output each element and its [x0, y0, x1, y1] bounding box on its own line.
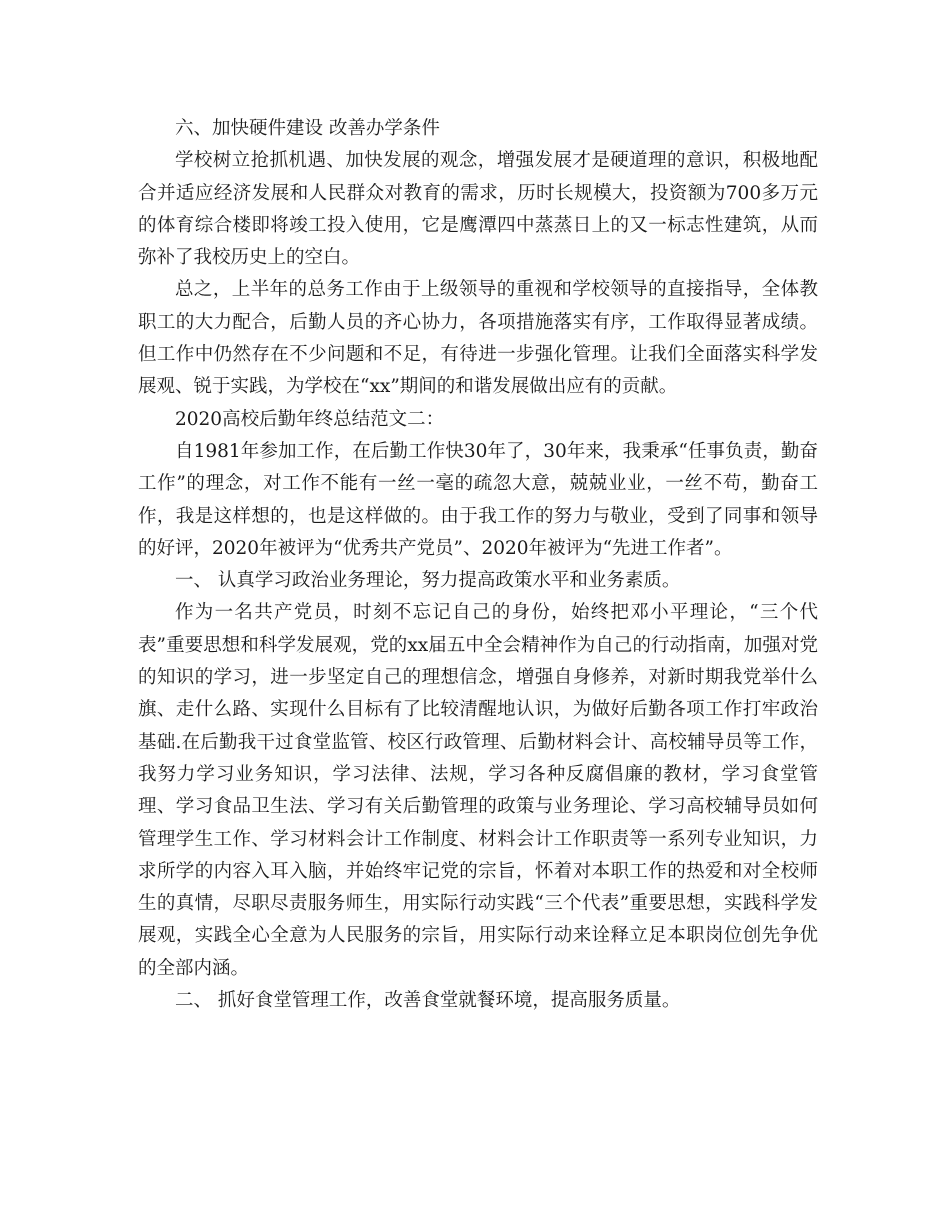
essay-title-two: 2020高校后勤年终总结范文二：	[175, 408, 445, 430]
paragraph-hardware-construction: 学校树立抢抓机遇、加快发展的观念，增强发展才是硬道理的意识，积极地配合并适应经济发展和人民群众对教育的需求，历时长规模大，投资额为700多万元的体育综合楼即将竣工投入使用，它是鹰潭四中蒸蒸日上的又一标志性建筑，从而弥补了我校历史上的空白。	[138, 150, 818, 269]
paragraph-summary: 总之，上半年的总务工作由于上级领导的重视和学校领导的直接指导，全体教职工的大力配合，后勤人员的齐心协力，各项措施落实有序，工作取得显著成绩。但工作中仍然存在不少问题和不足，有待进一步强化管理。让我们全面落实科学发展观、锐于实践，为学校在“xx”期间的和谐发展做出应有的贡献。	[138, 279, 818, 398]
section-heading-hardware: 六、加快硬件建设 改善办学条件	[175, 118, 440, 139]
paragraph-career-intro: 自1981年参加工作，在后勤工作快30年了，30年来，我秉承“任事负责，勤奋工作”的理念，对工作不能有一丝一毫的疏忽大意，兢兢业业，一丝不苟，勤奋工作，我是这样想的，也是这样做的。由于我工作的努力与敬业，受到了同事和领导的好评，2020年被评为“优秀共产党员”、2020年被评为“先进工作者”。	[138, 440, 818, 559]
document-body	[138, 113, 818, 1017]
section-heading-study-theory: 一、 认真学习政治业务理论，努力提高政策水平和业务素质。	[175, 570, 681, 592]
section-heading-canteen: 二、 抓好食堂管理工作，改善食堂就餐环境，提高服务质量。	[175, 990, 681, 1012]
paragraph-study-theory: 作为一名共产党员，时刻不忘记自己的身份，始终把邓小平理论，“三个代表”重要思想和科学发展观，党的xx届五中全会精神作为自己的行动指南，加强对党的知识的学习，进一步坚定自己的理想信念，增强自身修养，对新时期我党举什么旗、走什么路、实现什么目标有了比较清醒地认识，为做好后勤各项工作打牢政治基础.在后勤我干过食堂监管、校区行政管理、后勤材料会计、高校辅导员等工作，我努力学习业务知识，学习法律、法规，学习各种反腐倡廉的教材，学习食堂管理、学习食品卫生法、学习有关后勤管理的政策与业务理论、学习高校辅导员如何管理学生工作、学习材料会计工作制度、材料会计工作职责等一系列专业知识，力求所学的内容入耳入脑，并始终牢记党的宗旨，怀着对本职工作的热爱和对全校师生的真情，尽职尽责服务师生，用实际行动实践“三个代表”重要思想，实践科学发展观，实践全心全意为人民服务的宗旨，用实际行动来诠释立足本职岗位创先争优的全部内涵。	[138, 602, 818, 979]
